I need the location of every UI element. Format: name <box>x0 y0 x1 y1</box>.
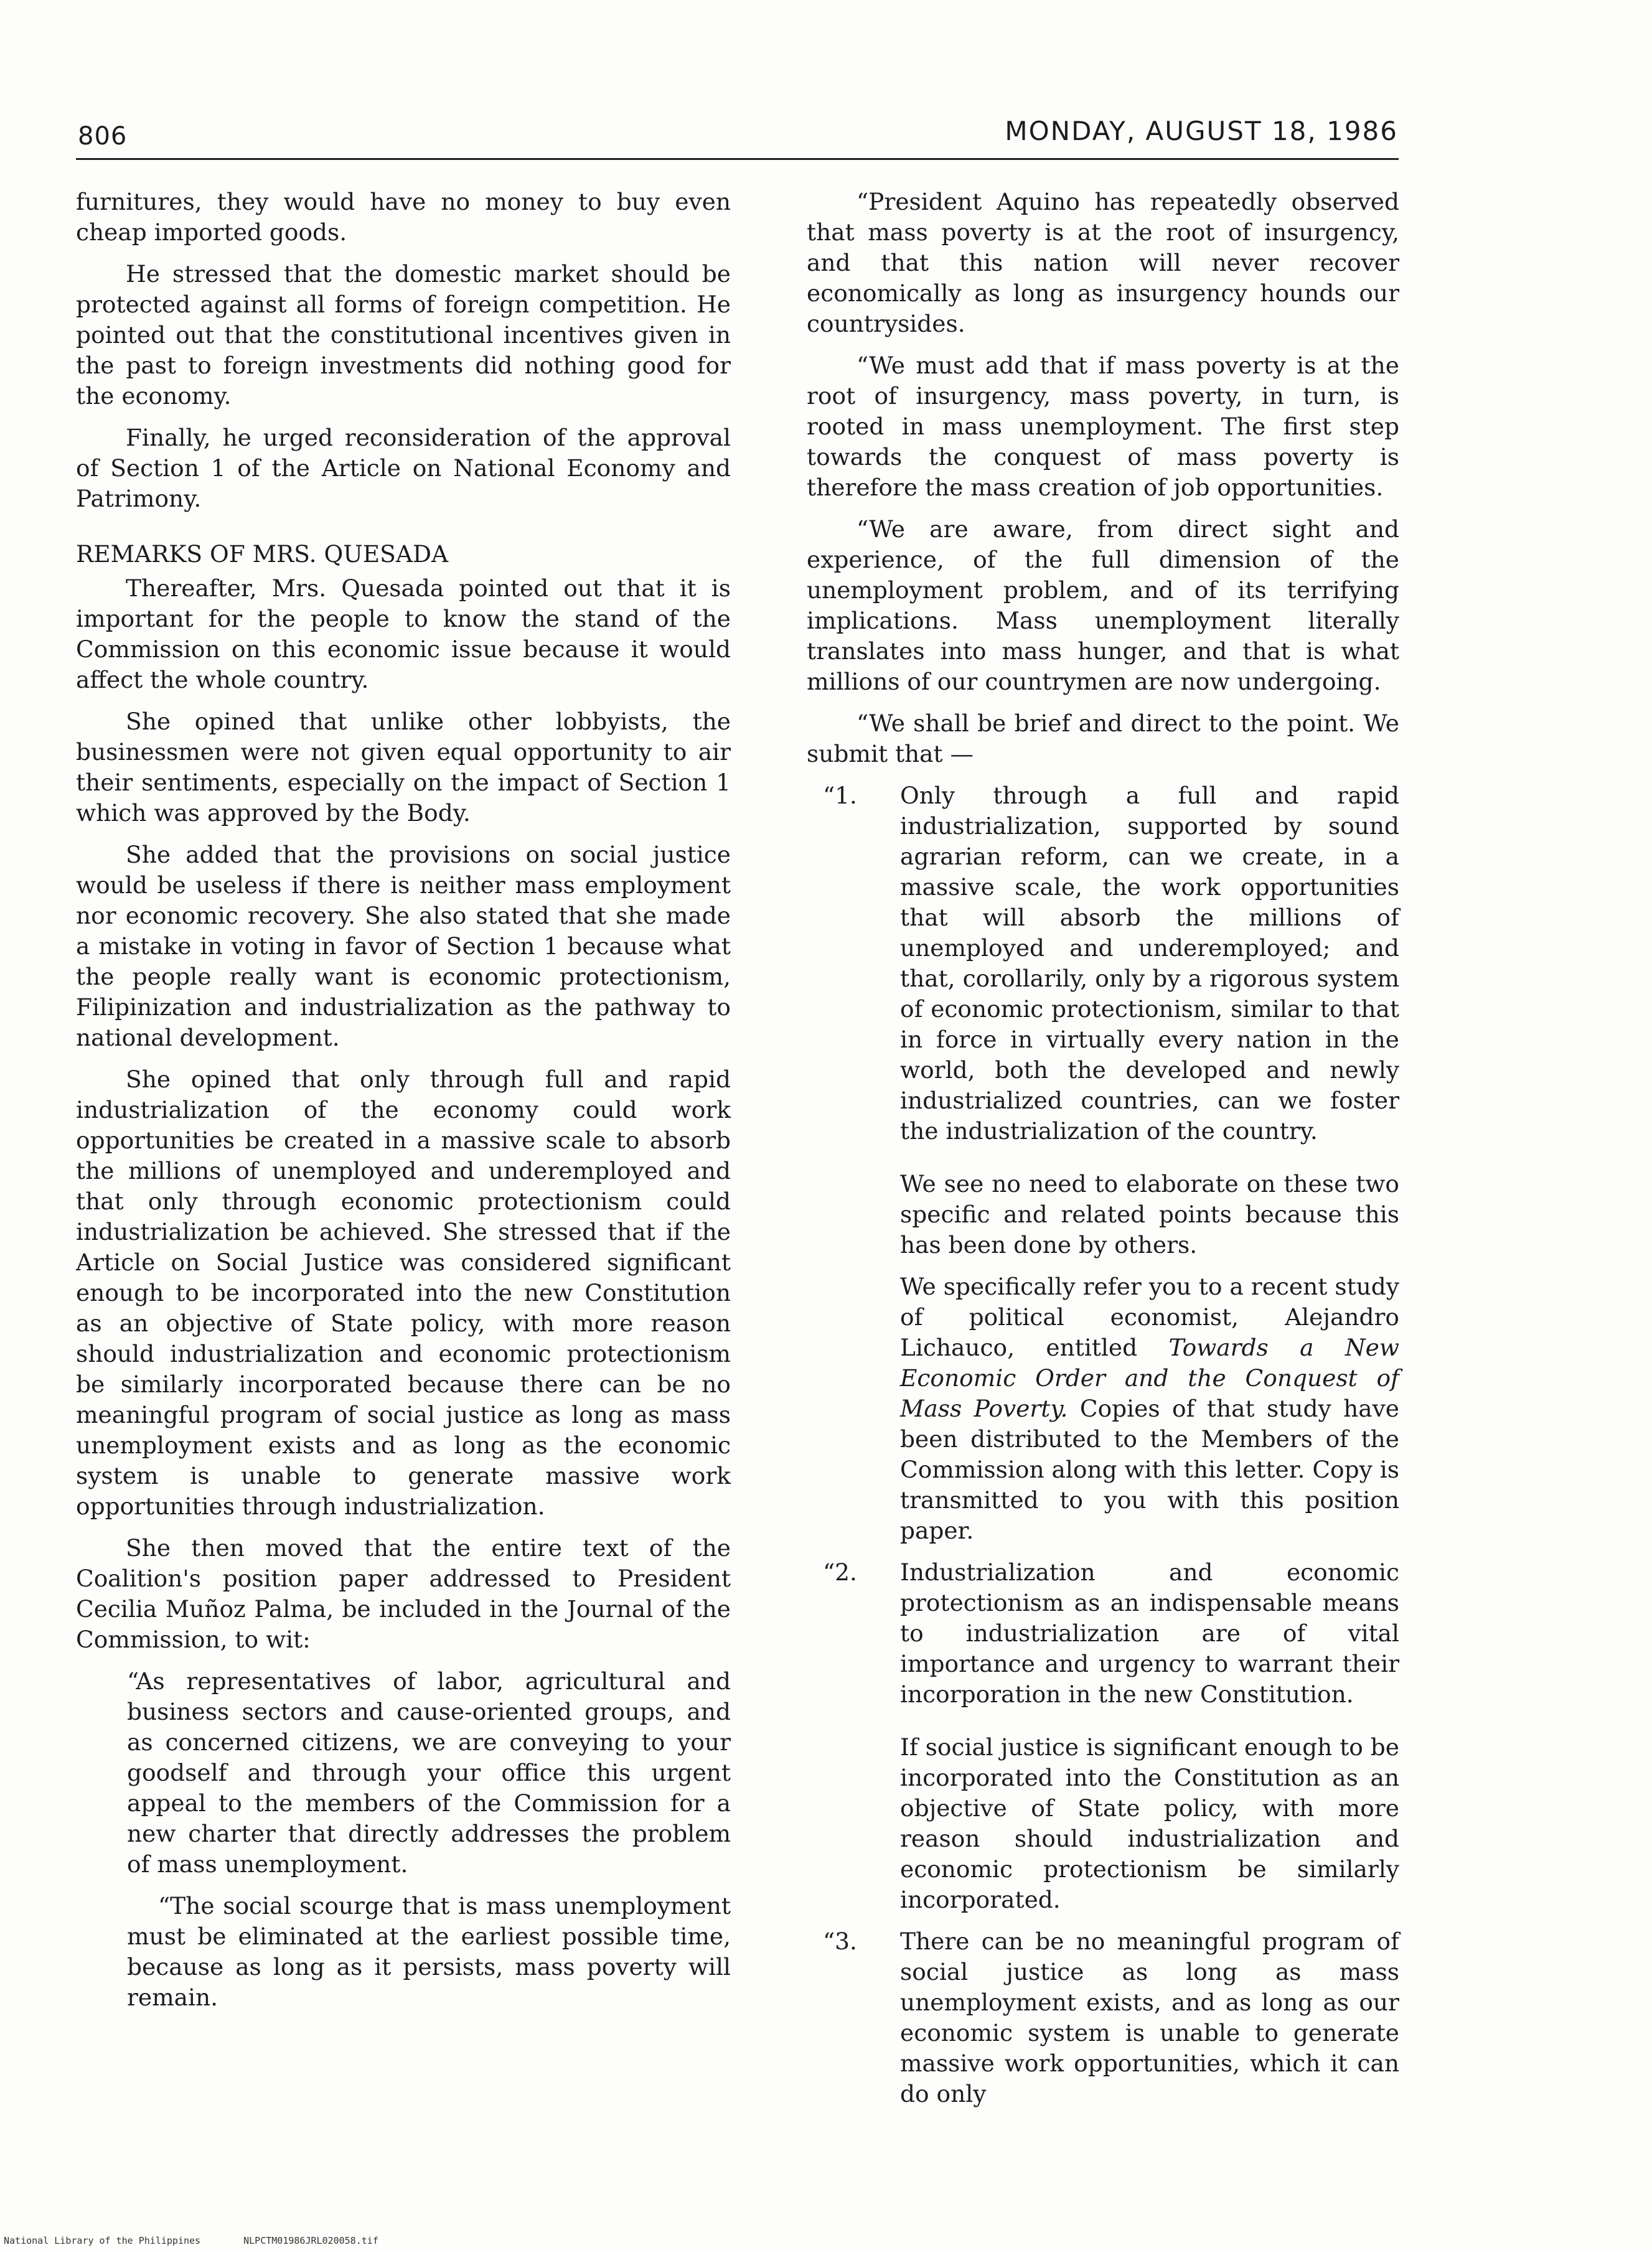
study-title: Towards a New Economic Order and the Conquest of Mass Poverty. <box>900 1334 1399 1422</box>
page-date: MONDAY, AUGUST 18, 1986 <box>1005 116 1398 146</box>
paragraph: He stressed that the domestic market should be protected against all forms of foreign competition. He pointed out that the constitutional incentives given in the past to foreign investments did nothing good for the economy. <box>76 260 731 410</box>
section-heading: REMARKS OF MRS. QUESADA <box>76 540 449 568</box>
page-number: 806 <box>78 122 128 151</box>
paragraph: She added that the provisions on social justice would be useless if there is neither mass employment nor economic recovery. She also stated that she made a mistake in voting in favor of Section 1 because what the people really want is economic protectionism, Filipinization and industrialization as the pathway to national development. <box>76 841 731 1051</box>
right-column <box>807 187 1399 2132</box>
item-subparagraph: If social justice is significant enough to be incorporated into the Constitution as an objective of State policy, with more reason should industrialization and economic protectionism be similarly incorporated. <box>900 1733 1399 1913</box>
numbered-item <box>807 780 1399 1158</box>
item-subparagraph: We see no need to elaborate on these two specific and related points because this has been done by others. <box>900 1170 1399 1259</box>
text-run: We specifically refer you to a recent study of political economist, Alejandro Lichauco, entitled <box>900 1273 1399 1361</box>
item-text: There can be no meaningful program of social justice as long as mass unemployment exists, and as long as our economic system is unable to generate massive work opportunities, which it can do only <box>900 1928 1399 2107</box>
paragraph: furnitures, they would have no money to buy even cheap imported goods. <box>76 188 731 246</box>
scan-footer <box>4 2235 416 2246</box>
quoted-paragraph: “President Aquino has repeatedly observed that mass poverty is at the root of insurgency, and that this nation will never recover economically as long as insurgency hounds our countrysides. <box>807 188 1399 337</box>
paragraph: Thereafter, Mrs. Quesada pointed out that it is important for the people to know the stand of the Commission on this economic issue because it would affect the whole country. <box>76 574 731 693</box>
paragraph: She opined that only through full and rapid industrialization of the economy could work opportunities be created in a massive scale to absorb the millions of unemployed and underemployed and that only through economic protectionism could industrialization be achieved. She stressed that if the Article on Social Justice was considered significant enough to be incorporated into the new Constitution as an objective of State policy, with more reason should industrialization and economic protectionism be similarly incorporated because there can be no meaningful program of social justice as long as mass unemployment exists and as long as the economic system is unable to generate massive work opportunities through industrialization. <box>76 1066 731 1520</box>
quoted-paragraph: “We shall be brief and direct to the point. We submit that — <box>807 710 1399 767</box>
quoted-paragraph: “We are aware, from direct sight and experience, of the full dimension of the unemployment problem, and of its terrifying implications. Mass unemployment literally translates into mass hunger, and that is what millions of our countrymen are now undergoing. <box>807 515 1399 695</box>
numbered-item <box>807 1557 1399 1721</box>
item-text: Only through a full and rapid industrialization, supported by sound agrarian reform, can we create, in a massive scale, the work opportunities that will absorb the millions of unemployed and underemployed; and that, corollarily, only by a rigorous system of economic protectionism, similar to that in force in virtually every nation in the world, both the developed and newly industrialized countries, can we foster the industrialization of the country. <box>900 782 1399 1145</box>
numbered-item <box>807 1926 1399 2121</box>
paragraph: Finally, he urged reconsideration of the approval of Section 1 of the Article on National Economy and Patrimony. <box>76 424 731 512</box>
item-number: “1. <box>823 782 857 809</box>
item-text: Industrialization and economic protectionism as an indispensable means to industrialization are of vital importance and urgency to warrant their incorporation in the new Constitution. <box>900 1559 1399 1708</box>
quoted-paragraph: “The social scourge that is mass unemployment must be eliminated at the earliest possible time, because as long as it persists, mass poverty will remain. <box>127 1892 731 2011</box>
paragraph: She opined that unlike other lobbyists, the businessmen were not given equal opportunity to air their sentiments, especially on the impact of Section 1 which was approved by the Body. <box>76 708 731 827</box>
item-number: “2. <box>823 1559 857 1586</box>
file-name: NLPCTM01986JRL020058.tif <box>243 2235 378 2246</box>
header-rule <box>76 158 1399 160</box>
item-number: “3. <box>823 1928 857 1955</box>
text-run: Copies of that study have been distributed to the Members of the Commission along with this letter. Copy is transmitted to you with this position paper. <box>900 1395 1399 1544</box>
library-credit: National Library of the Philippines <box>4 2235 201 2246</box>
left-column <box>76 187 731 2024</box>
item-subparagraph <box>900 1272 1399 1546</box>
quoted-paragraph: “We must add that if mass poverty is at the root of insurgency, mass poverty, in turn, is rooted in mass unemployment. The first step towards the conquest of mass poverty is therefore the mass creation of job opportunities. <box>807 352 1399 501</box>
quoted-paragraph: “As representatives of labor, agricultural and business sectors and cause-oriented groups, and as concerned citizens, we are conveying to your goodself and through your office this urgent appeal to the members of the Commission for a new charter that directly addresses the problem of mass unemployment. <box>127 1667 731 1878</box>
paragraph: She then moved that the entire text of the Coalition's position paper addressed to President Cecilia Muñoz Palma, be included in the Journal of the Commission, to wit: <box>76 1534 731 1653</box>
